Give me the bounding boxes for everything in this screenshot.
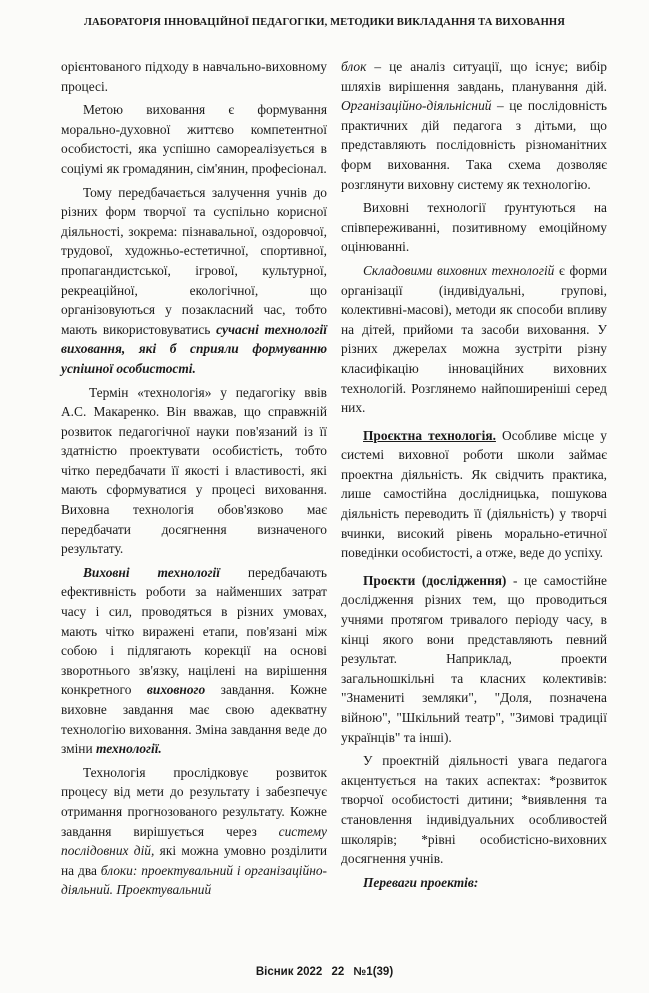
text-run: – це послідовність практичних дій педагога з дітьми, що представляють послідовність різноманітних форм виховання. Така схема дозволяє розглянути виховну систему як технологію. <box>341 98 607 192</box>
right-column <box>341 57 607 896</box>
subheading: Переваги проектів: <box>363 874 479 890</box>
paragraph <box>341 426 607 563</box>
paragraph <box>61 763 327 900</box>
paragraph <box>61 183 327 379</box>
text-run: - це самостійне дослідження різних тем, що проводиться учнями протягом тривалого періоду часу, в кінці якого вони представляють певний результат. Наприклад, проекти загальношкільні та класних колективів: "Знамениті земляки", "Доля, позначена війною", "Шкільний театр", "Зимові традиції українців" та інші). <box>341 572 607 745</box>
text-run: Технологія прослідковує розвиток процесу від мети до результату і забезпечує отримання прогнозованого результату. Кожне завдання вирішується через <box>61 764 327 839</box>
paragraph: Метою виховання є формування морально-духовної життєво компетентної особистості, яка успішно самореалізується в соціумі як громадянин, сім'янин, професіонал. <box>61 102 327 176</box>
section-heading: Проєктна технологія. <box>363 427 496 443</box>
emphasis: технології. <box>95 741 162 757</box>
text-run: Особливе місце у системі виховної роботи школи займає проектна діяльність. Як свідчить практика, лише самостійна дослідницька, пошукова діяльність переводить її (діяльність) у творчі вчинки, високий рівень морально-етичної поведінки особистості, а отже, веде до успіху. <box>341 427 607 561</box>
page-number: 22 <box>331 966 345 978</box>
running-header: ЛАБОРАТОРІЯ ІННОВАЦІЙНОЇ ПЕДАГОГІКИ, МЕТОДИКИ ВИКЛАДАННЯ ТА ВИХОВАННЯ <box>83 17 566 28</box>
emphasis: сучасні технології виховання, які б сприяли формуванню успішної особистості. <box>61 321 327 376</box>
paragraph <box>341 261 607 418</box>
paragraph: Термін «технологія» у педагогіку ввів А.С. Макаренко. Він вважав, що справжній розвиток педагогічної науки пов'язаний із її здатністю проектувати особистість, тобто чітко передбачати її якості і властивості, які мають сформуватися у процесі виховання. Виховна технологія обов'язково має передбачати досягнення визначеного результату. <box>61 384 327 557</box>
page-footer <box>0 963 649 983</box>
paragraph <box>61 563 327 759</box>
emphasis: систему послідовних дій, <box>61 823 327 859</box>
paragraph: Виховні технології ґрунтуються на співпереживанні, позитивному емоційному оцінюванні. <box>341 200 607 255</box>
emphasis: виховного <box>146 682 206 698</box>
section-heading: Проєкти (дослідження) <box>363 572 507 588</box>
paragraph <box>341 57 607 194</box>
journal-name: Вісник 2022 <box>255 966 323 978</box>
paragraph <box>341 571 607 747</box>
emphasis: Організаційно-діяльнісний <box>341 98 492 114</box>
paragraph: орієнтованого підходу в навчально-виховному процесі. <box>61 59 327 94</box>
term: Виховні технології <box>83 564 220 580</box>
text-run: завдання. Кожне виховне завдання має свою адекватну технологію виховання. Зміна завдання веде до зміни <box>61 682 328 757</box>
text-run: – це аналіз ситуації, що існує; вибір шляхів вирішення завдань, планування дій. <box>341 59 607 94</box>
paragraph: У проектній діяльності увага педагога акцентується на таких аспектах: *розвиток творчої особистості дитини; *виявлення та становлення індивідуальних особливостей школярів; *рівні особистісно-виховних досягнення учнів. <box>341 753 607 867</box>
issue-number: №1(39) <box>353 966 394 978</box>
text-run: які можна умовно розділити на два <box>61 843 328 878</box>
emphasis: блок <box>341 59 367 74</box>
left-column <box>61 57 327 904</box>
text-run: є форми організації (індивідуальні, групові, колективні-масові), методи як способи впливу на дітей, прийоми та засоби виховання. У різних джерелах можна зустріти різну класифікацію інноваційних виховних технологій. Розглянемо найпоширеніші серед них. <box>341 262 607 416</box>
text-run: передбачають ефективність роботи за найменших затрат часу і сил, проводяться в різних умовах, мають чітко виражені етапи, пов'язані між собою і підлягають корекції на основі зворотнього зв'язку, націлені на вирішення конкретного <box>61 564 328 698</box>
paragraph <box>341 873 607 893</box>
text-run: Тому передбачається залучення учнів до різних форм творчої та суспільно корисної діяльності, зокрема: пізнавальної, оздоровчої, трудової, художньо-естетичної, спортивної, пропагандистської, ігрової, культурної, рекреаційної, екологічної, що організовуються у позакласний час, тобто мають використовуватись <box>61 184 327 337</box>
emphasis: блоки: проектувальний і організаційно-діяльний. Проектувальний <box>61 862 327 898</box>
emphasis: Складовими виховних технологій <box>363 262 555 278</box>
